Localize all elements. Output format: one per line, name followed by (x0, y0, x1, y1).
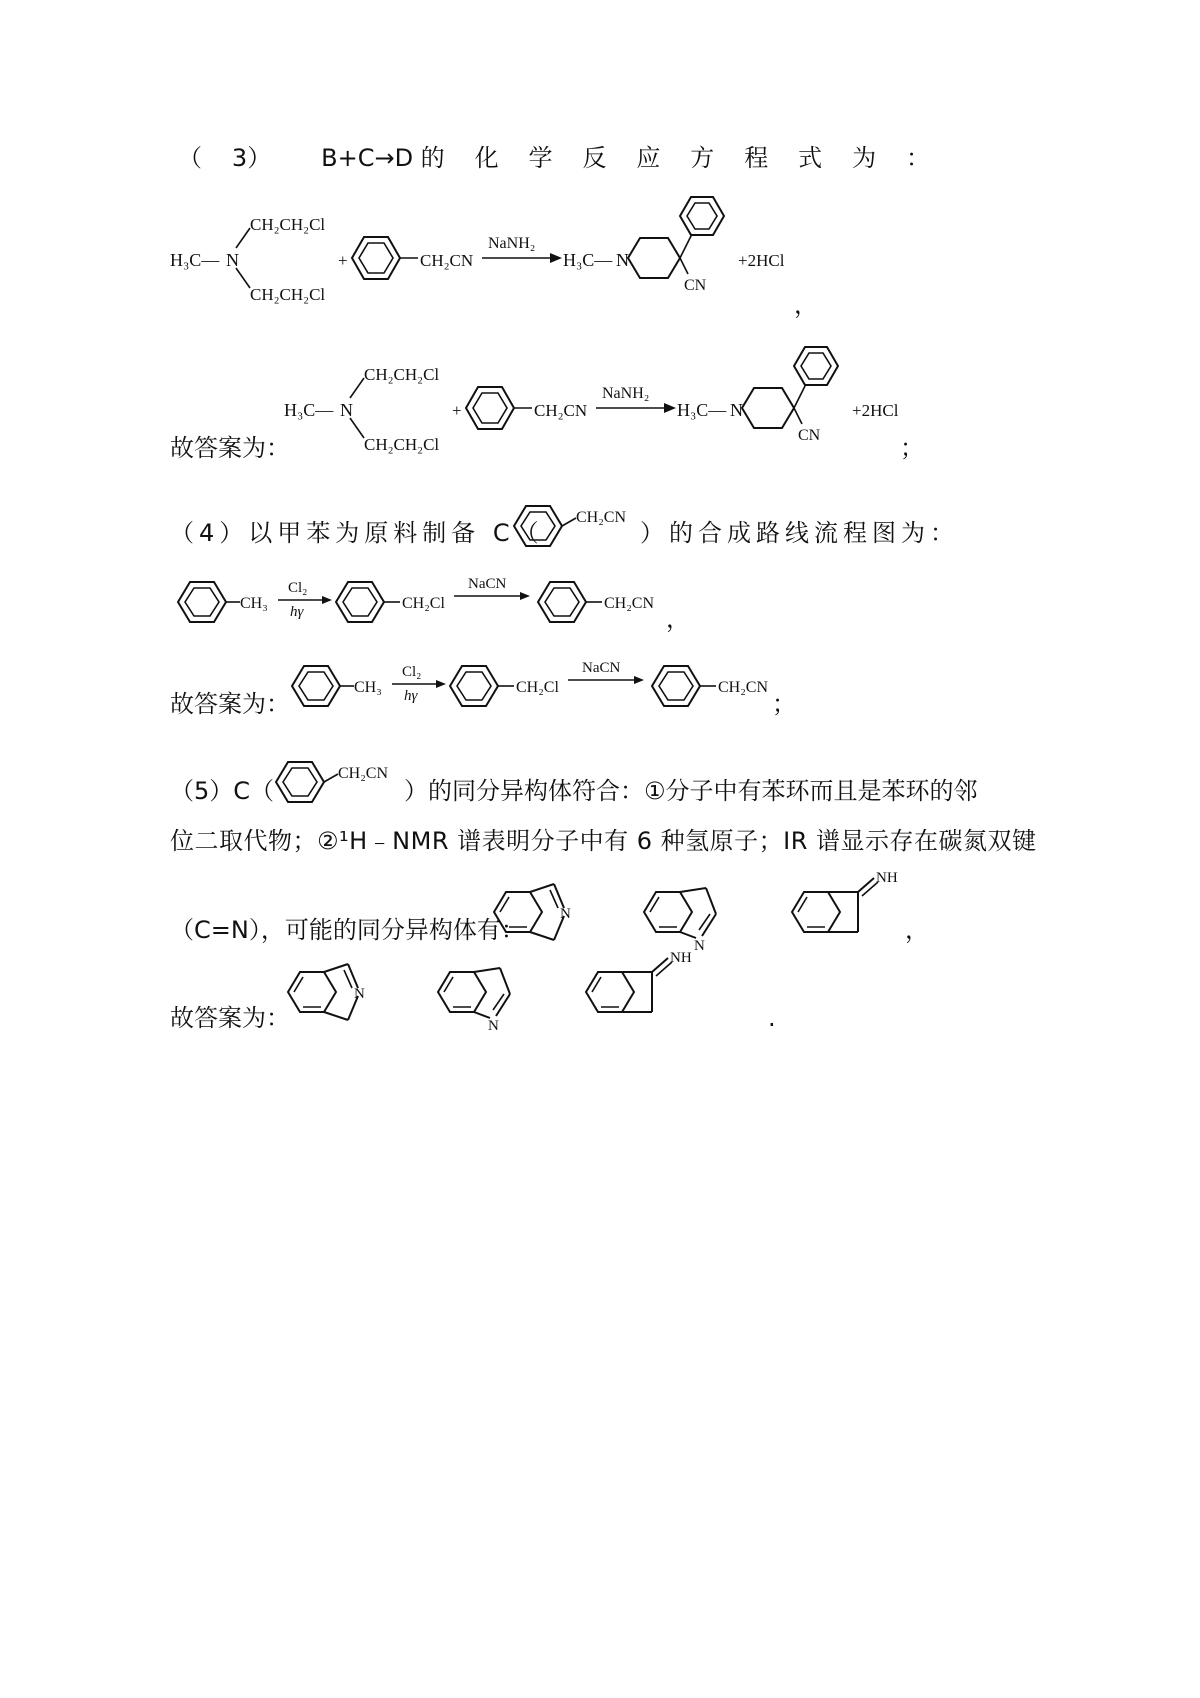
benzene-ring-icon (652, 666, 700, 706)
q5-answer-label: 故答案为： (170, 1004, 290, 1032)
benzene-ring-icon (538, 582, 586, 622)
benzocyclobutene-imine-structure-icon (586, 950, 692, 1012)
cyanomethyl-label: CH₂CN (338, 765, 389, 782)
benzene-ring-icon (352, 237, 400, 279)
methyl-label: CH₃ (354, 679, 382, 696)
benzene-ring-icon (514, 506, 562, 546)
ring-nitrogen-label: N (354, 986, 365, 1002)
q3-heading: （ 3） B+C→D 的 化 学 反 应 方 程 式 为 ： (178, 144, 930, 172)
q4-inline-structure (500, 496, 650, 556)
piperidine-ring-icon (628, 238, 680, 278)
q3-end-mark: ， (794, 291, 818, 319)
q3-reaction-equation (170, 190, 810, 320)
ring-nitrogen-label: N (560, 906, 571, 922)
product-methyl-label: H₃C— (677, 400, 727, 420)
arm-bottom-label: CH₂CH₂Cl (364, 435, 440, 454)
product-nitrogen-label: N (730, 400, 743, 420)
chloromethyl-label: CH₂Cl (516, 679, 559, 696)
product-cyano-label: CN (798, 427, 821, 444)
benzene-ring-icon (178, 582, 226, 622)
q4-end-mark: ， (666, 605, 690, 633)
product-methyl-label: H₃C— (563, 250, 613, 270)
q4-label-pre: （4）以甲苯为原料制备 C（ (170, 519, 544, 547)
benzene-ring-icon (292, 666, 340, 706)
q5-line1-post: ）的同分异构体符合：①分子中有苯环而且是苯环的邻 (404, 777, 978, 805)
benzene-ring-icon (276, 762, 324, 802)
methyl-label: CH₃ (240, 595, 268, 612)
cyanomethyl-label: CH₂CN (576, 509, 627, 526)
q4-label-post: ）的合成路线流程图为： (640, 519, 959, 547)
q3-answer-label: 故答案为： (170, 434, 290, 462)
q3-answer-reaction (284, 340, 924, 470)
q5-answer-isomers (280, 948, 720, 1038)
nitrogen-label: N (226, 250, 239, 270)
plus-sign: + (338, 251, 348, 270)
arm-bottom-label: CH₂CH₂Cl (250, 285, 326, 304)
q5-line3: （C=N），可能的同分异构体有： (170, 916, 525, 944)
benzene-ring-icon (466, 387, 514, 429)
cyanomethyl-label: CH₂CN (534, 401, 588, 420)
cyanomethyl-label: CH₂CN (420, 251, 474, 270)
cyanomethyl-label: CH₂CN (718, 679, 769, 696)
cyanide-reagent-label: NaCN (582, 660, 621, 676)
chlorine-reagent-label: Cl₂ (402, 664, 422, 680)
hcl-byproduct-label: +2HCl (738, 251, 785, 270)
arm-top-label: CH₂CH₂Cl (364, 365, 440, 384)
benzene-ring-icon (794, 347, 838, 385)
ring-nitrogen-label: N (694, 938, 705, 954)
arm-top-label: CH₂CH₂Cl (250, 215, 326, 234)
nitrogen-label: N (340, 400, 353, 420)
chloromethyl-label: CH₂Cl (402, 595, 445, 612)
product-nitrogen-label: N (616, 250, 629, 270)
piperidine-ring-icon (742, 388, 794, 428)
plus-sign: + (452, 401, 462, 420)
q4-answer-route (284, 652, 804, 722)
reagent-label: NaNH₂ (602, 385, 650, 402)
q4-synthesis-route (170, 568, 690, 638)
q5-isomers (486, 868, 926, 958)
q3-answer-end: ； (900, 434, 924, 462)
light-condition-label: hγ (404, 688, 418, 704)
cyanomethyl-label: CH₂CN (604, 595, 655, 612)
chlorine-reagent-label: Cl₂ (288, 580, 308, 596)
q4-answer-end: ； (772, 690, 796, 718)
ring-nitrogen-label: N (488, 1018, 499, 1034)
q5-line1-pre: （5）C（ (170, 777, 275, 805)
q5-line2: 位二取代物；②¹H﹣NMR 谱表明分子中有 6 种氢原子；IR 谱显示存在碳氮双键 (170, 827, 1037, 855)
isoindole-structure-icon (494, 884, 571, 940)
imine-nh-label: NH (670, 950, 692, 966)
benzocyclobutene-imine-structure-icon (792, 870, 898, 932)
isoindole-structure-icon (288, 964, 365, 1020)
benzene-ring-icon (336, 582, 384, 622)
benzene-ring-icon (450, 666, 498, 706)
methyl-label: H₃C— (284, 400, 334, 420)
product-cyano-label: CN (684, 277, 707, 294)
reagent-label: NaNH₂ (488, 235, 536, 252)
hcl-byproduct-label: +2HCl (852, 401, 899, 420)
light-condition-label: hγ (290, 604, 304, 620)
q5-inline-structure (262, 752, 412, 812)
methyl-label: H₃C— (170, 250, 220, 270)
q5-answer-end: . (768, 1004, 776, 1032)
q4-answer-label: 故答案为： (170, 690, 290, 718)
indolenine-structure-icon (438, 968, 510, 1034)
imine-nh-label: NH (876, 870, 898, 886)
cyanide-reagent-label: NaCN (468, 576, 507, 592)
benzene-ring-icon (680, 197, 724, 235)
indolenine-structure-icon (644, 888, 716, 954)
q5-end-mark: ， (905, 916, 929, 944)
